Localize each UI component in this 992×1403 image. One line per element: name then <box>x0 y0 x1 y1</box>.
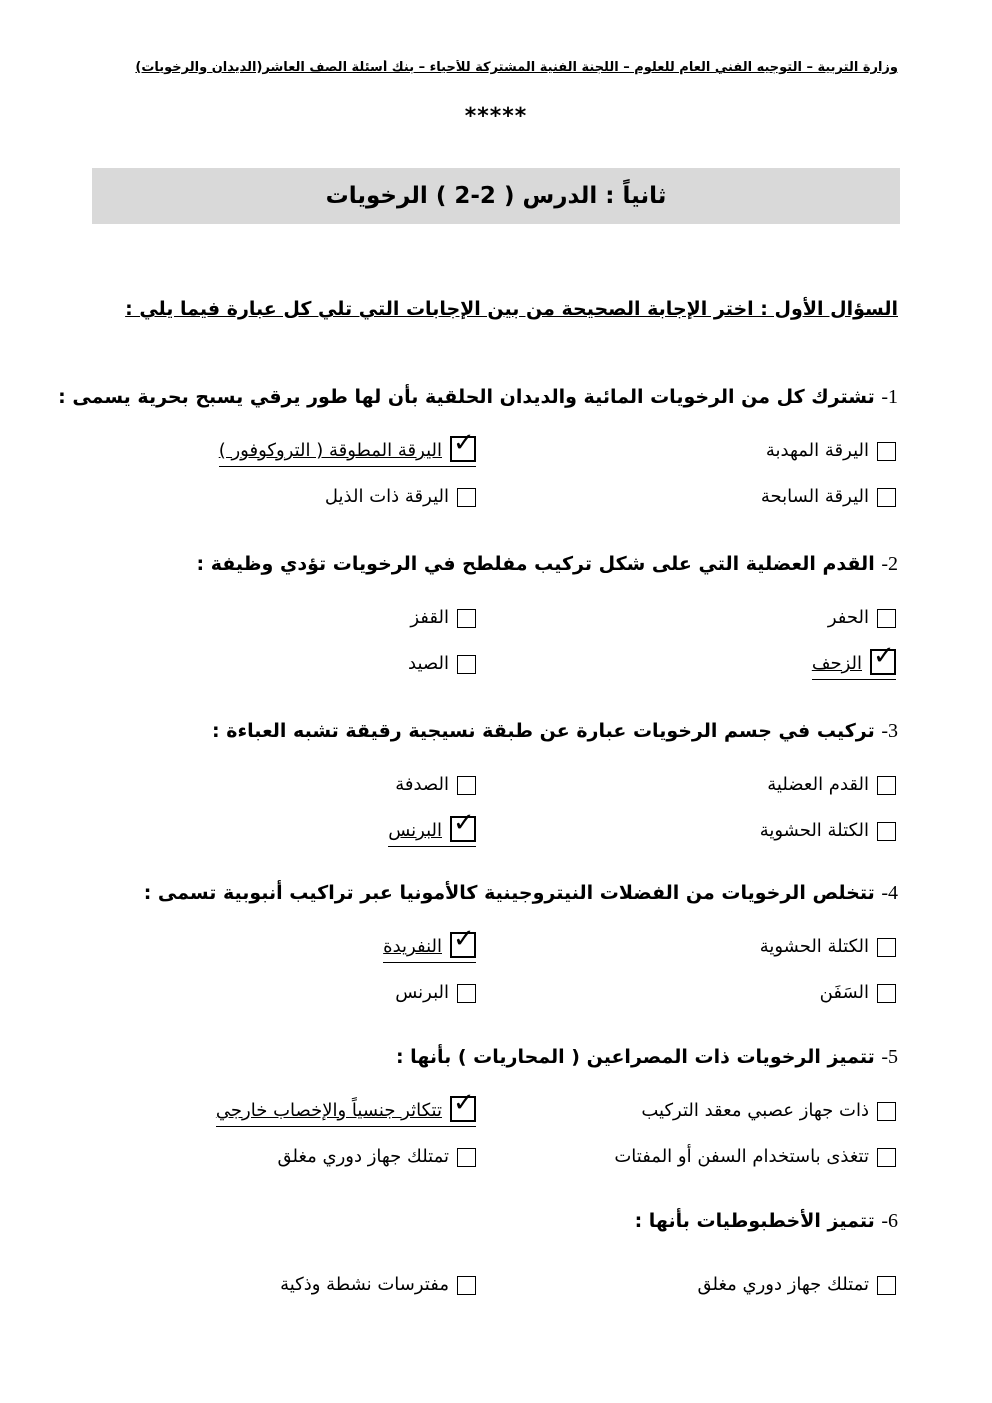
answer-option[interactable] <box>641 1100 896 1122</box>
answer-option-label: البرنس <box>388 820 442 841</box>
empty-checkbox-icon[interactable] <box>457 776 476 795</box>
answer-option-label: اليرقة المهدبة <box>765 440 869 461</box>
question-1 <box>58 386 898 409</box>
separator-stars: ***** <box>464 104 528 129</box>
answer-option[interactable] <box>277 1146 476 1168</box>
answer-option-label: النفريدة <box>383 936 442 957</box>
question-number: 4- <box>881 882 898 904</box>
question-text: تشترك كل من الرخويات المائية والديدان الحلقية بأن لها طور يرقي يسبح بحرية يسمى : <box>58 386 882 408</box>
answer-option[interactable] <box>325 486 476 508</box>
question-6 <box>92 1210 898 1233</box>
checked-checkbox-icon[interactable] <box>450 428 476 462</box>
empty-checkbox-icon[interactable] <box>877 822 896 841</box>
answer-option-label: القفز <box>410 607 449 628</box>
empty-checkbox-icon[interactable] <box>877 1102 896 1121</box>
answer-option-label: البرنس <box>395 982 449 1003</box>
question-instruction: السؤال الأول : اختر الإجابة الصحيحة من بين الإجابات التي تلي كل عبارة فيما يلي : <box>125 298 898 320</box>
question-text: تتخلص الرخويات من الفضلات النيتروجينية كالأمونيا عبر تراكيب أنبوبية تسمى : <box>143 882 882 904</box>
answer-option[interactable] <box>614 1146 896 1168</box>
page-header: وزارة التربية – التوجيه الفني العام للعلوم – اللجنة الفنية المشتركة للأحياء – بنك أسئلة الصف العاشر(الديدان والرخويات) <box>135 60 898 75</box>
answer-option-label: تتكاثر جنسياً والإخصاب خارجي <box>215 1100 442 1121</box>
empty-checkbox-icon[interactable] <box>877 1148 896 1167</box>
answer-option[interactable] <box>761 486 896 508</box>
answer-option-label: الكتلة الحشوية <box>759 936 869 957</box>
answer-option[interactable] <box>828 607 896 629</box>
checked-checkbox-icon[interactable] <box>870 641 896 675</box>
answer-option-label: السَفَن <box>819 982 869 1003</box>
answer-option[interactable] <box>410 607 476 629</box>
empty-checkbox-icon[interactable] <box>877 609 896 628</box>
checkmark-icon: ✓ <box>453 428 475 458</box>
question-number: 3- <box>881 720 898 742</box>
question-5 <box>92 1046 898 1069</box>
question-3 <box>92 720 898 743</box>
checked-checkbox-icon[interactable] <box>450 1088 476 1122</box>
answer-option-label: القدم العضلية <box>767 774 869 795</box>
question-text: القدم العضلية التي على شكل تركيب مفلطح في الرخويات تؤدي وظيفة : <box>196 553 882 575</box>
question-number: 5- <box>881 1046 898 1068</box>
answer-option-label: مفترسات نشطة وذكية <box>280 1274 449 1295</box>
answer-option-label: ذات جهاز عصبي معقد التركيب <box>641 1100 869 1121</box>
answer-option-label: تمتلك جهاز دوري مغلق <box>277 1146 449 1167</box>
answer-option[interactable] <box>383 924 476 963</box>
answer-option[interactable] <box>395 774 476 796</box>
question-number: 6- <box>881 1210 898 1232</box>
answer-option-label: الحفر <box>827 607 869 628</box>
answer-option[interactable] <box>408 653 476 675</box>
answer-option-label: الكتلة الحشوية <box>759 820 869 841</box>
empty-checkbox-icon[interactable] <box>457 1148 476 1167</box>
answer-option[interactable] <box>395 982 476 1004</box>
question-text: تتميز الرخويات ذات المصراعين ( المحاريات ) بأنها : <box>395 1046 882 1068</box>
answer-option-label: الصدفة <box>395 774 449 795</box>
answer-option-label: تتغذى باستخدام السفن أو المفتات <box>614 1146 869 1167</box>
answer-option[interactable] <box>697 1274 896 1296</box>
empty-checkbox-icon[interactable] <box>877 938 896 957</box>
question-number: 1- <box>881 386 898 408</box>
empty-checkbox-icon[interactable] <box>457 655 476 674</box>
checkmark-icon: ✓ <box>453 1088 475 1118</box>
answer-option[interactable] <box>760 936 896 958</box>
answer-option-label: اليرقة المطوقة ( التروكوفور ) <box>218 440 442 461</box>
question-text: تركيب في جسم الرخويات عبارة عن طبقة نسيجية رقيقة تشبه العباءة : <box>212 720 882 742</box>
question-text: تتميز الأخطبوطيات بأنها : <box>634 1210 882 1232</box>
answer-option[interactable] <box>811 641 896 680</box>
empty-checkbox-icon[interactable] <box>457 609 476 628</box>
answer-option[interactable] <box>218 428 476 467</box>
empty-checkbox-icon[interactable] <box>877 776 896 795</box>
empty-checkbox-icon[interactable] <box>877 488 896 507</box>
empty-checkbox-icon[interactable] <box>877 1276 896 1295</box>
empty-checkbox-icon[interactable] <box>457 984 476 1003</box>
empty-checkbox-icon[interactable] <box>877 984 896 1003</box>
checkmark-icon: ✓ <box>453 924 475 954</box>
checked-checkbox-icon[interactable] <box>450 924 476 958</box>
answer-option[interactable] <box>215 1088 476 1127</box>
answer-option-label: الصيد <box>408 653 449 674</box>
empty-checkbox-icon[interactable] <box>457 488 476 507</box>
answer-option-label: تمتلك جهاز دوري مغلق <box>697 1274 869 1295</box>
answer-option[interactable] <box>760 820 896 842</box>
answer-option[interactable] <box>820 982 896 1004</box>
answer-option-label: اليرقة ذات الذيل <box>324 486 449 507</box>
answer-option[interactable] <box>766 440 896 462</box>
checkmark-icon: ✓ <box>873 641 895 671</box>
answer-option[interactable] <box>767 774 896 796</box>
lesson-title: ثانياً : الدرس ( 2-2 ) الرخويات <box>92 168 900 224</box>
question-2 <box>92 553 898 576</box>
question-4 <box>92 882 898 905</box>
empty-checkbox-icon[interactable] <box>877 442 896 461</box>
empty-checkbox-icon[interactable] <box>457 1276 476 1295</box>
answer-option-label: الزحف <box>811 653 862 674</box>
answer-option-label: اليرقة السابحة <box>760 486 869 507</box>
answer-option[interactable] <box>388 808 476 847</box>
question-number: 2- <box>881 553 898 575</box>
checkmark-icon: ✓ <box>453 808 475 838</box>
answer-option[interactable] <box>280 1274 476 1296</box>
checked-checkbox-icon[interactable] <box>450 808 476 842</box>
